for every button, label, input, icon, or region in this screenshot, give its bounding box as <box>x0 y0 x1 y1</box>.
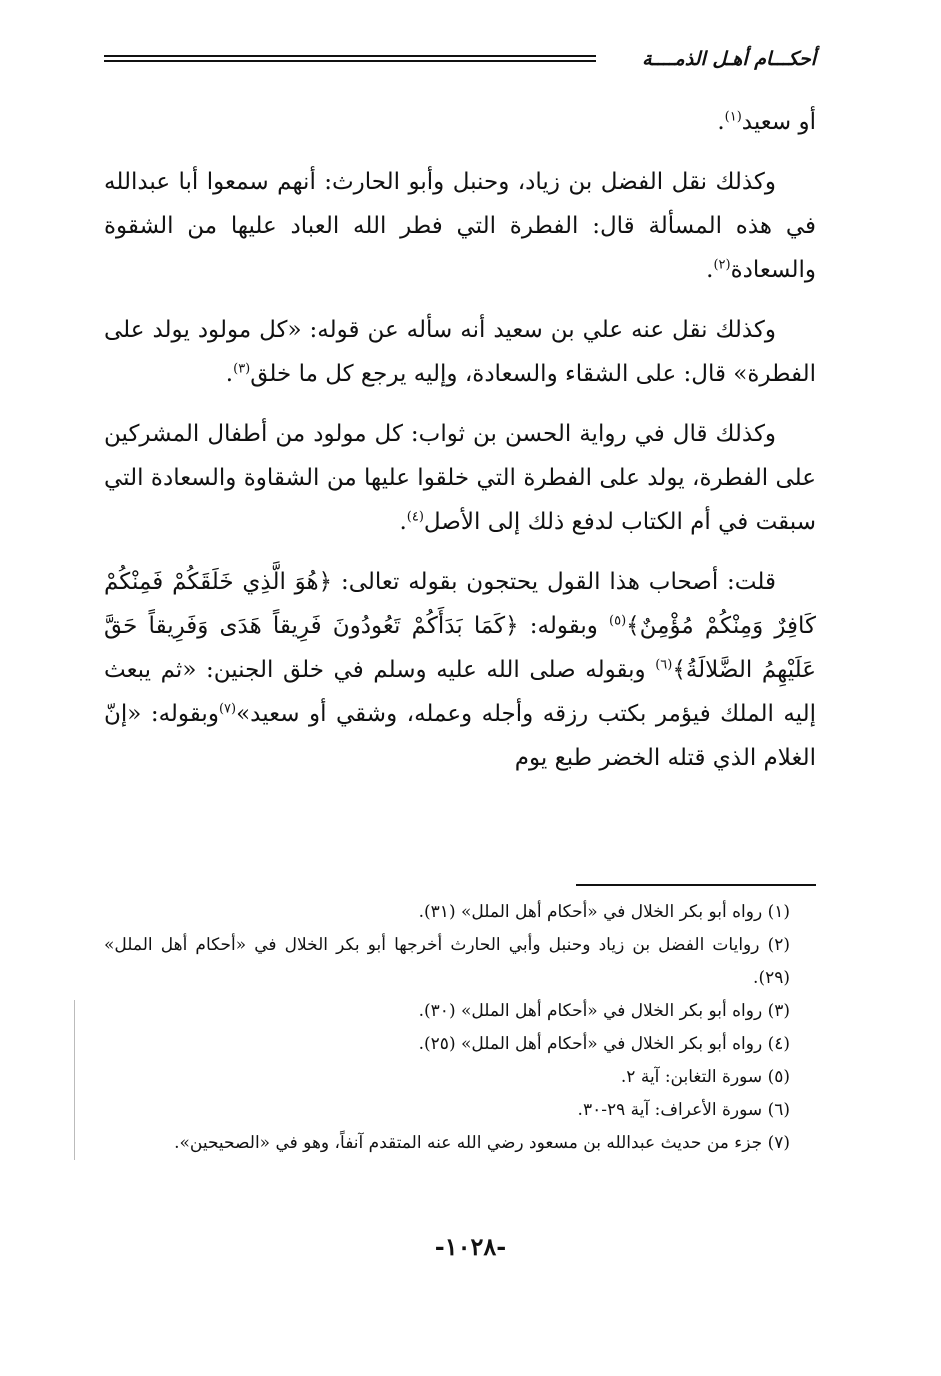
footnote: (٧) جزء من حديث عبدالله بن مسعود رضي الله عنه المتقدم آنفاً، وهو في «الصحيحين». <box>174 1133 790 1153</box>
footnote-ref: (٢) <box>713 257 731 273</box>
scan-margin-line <box>74 1000 75 1160</box>
header-title: أحكـــام أهـل الذمــــة <box>642 48 816 70</box>
footnote-ref: (٤) <box>406 509 424 525</box>
paragraph: وكذلك نقل عنه علي بن سعيد أنه سأله عن قوله: «كل مولود يولد على الفطرة» قال: على الشقاء والسعادة، وإليه يرجع كل ما خلق$^{(٣)}$. <box>104 317 816 387</box>
footnote-ref: (١) <box>724 109 742 125</box>
main-text <box>104 100 816 796</box>
header-rule-top <box>104 55 596 57</box>
header-rule-bottom <box>104 60 596 62</box>
footnote-ref: (٦) <box>655 657 673 673</box>
paragraph: وكذلك قال في رواية الحسن بن ثواب: كل مولود من أطفال المشركين على الفطرة، يولد على الفطرة التي خلقوا عليها من الشقاوة والسعادة التي سبقت في أم الكتاب لدفع ذلك إلى الأصل$^{(٤)}$. <box>104 421 816 535</box>
page-number: -١٠٢٨- <box>434 1232 507 1261</box>
footnote: (٤) رواه أبو بكر الخلال في «أحكام أهل الملل» (٢٥). <box>418 1034 790 1054</box>
footnote-separator <box>576 884 816 886</box>
footnote-ref: (٣) <box>233 361 251 377</box>
footnote: (١) رواه أبو بكر الخلال في «أحكام أهل الملل» (٣١). <box>418 902 790 922</box>
footnote: (٦) سورة الأعراف: آية ٢٩-٣٠. <box>577 1100 790 1120</box>
footnote: (٢) روايات الفضل بن زياد وحنبل وأبي الحارث أخرجها أبو بكر الخلال في «أحكام أهل الملل» (٢٩). <box>104 935 790 988</box>
footnotes <box>104 896 816 1160</box>
footnote: (٥) سورة التغابن: آية ٢. <box>620 1067 790 1087</box>
footnote-ref: (٧) <box>218 701 237 717</box>
paragraph: أو سعيد$^{(١)}$. <box>717 109 816 135</box>
footnote-ref: (٥) <box>609 613 627 629</box>
running-header <box>104 44 816 74</box>
footnote: (٣) رواه أبو بكر الخلال في «أحكام أهل الملل» (٣٠). <box>418 1001 790 1021</box>
paragraph: قلت: أصحاب هذا القول يحتجون بقوله تعالى: ﴿هُوَ الَّذِي خَلَقَكُمْ فَمِنْكُمْ كَافِرٌ وَمِنْكُمْ مُؤْمِنٌ﴾$^{(٥)}$ وبقوله: ﴿كَمَا بَدَأَكُمْ تَعُودُونَ فَرِيقاً هَدَى وَفَرِيقاً حَقَّ عَلَيْهِمُ الضَّلالَةُ﴾$^{(٦)}$ وبقوله صلى الله عليه وسلم في خلق الجنين: «ثم يبعث إليه الملك فيؤمر بكتب رزقه وأجله وعمله، وشقي أو سعيد»$^{(٧)}$وبقوله: «إنّ الغلام الذي قتله الخضر طبع يوم <box>104 569 817 771</box>
paragraph: وكذلك نقل الفضل بن زياد، وحنبل وأبو الحارث: أنهم سمعوا أبا عبدالله في هذه المسألة قال: الفطرة التي فطر الله العباد عليها من الشقوة والسعادة$^{(٢)}$. <box>104 169 816 283</box>
